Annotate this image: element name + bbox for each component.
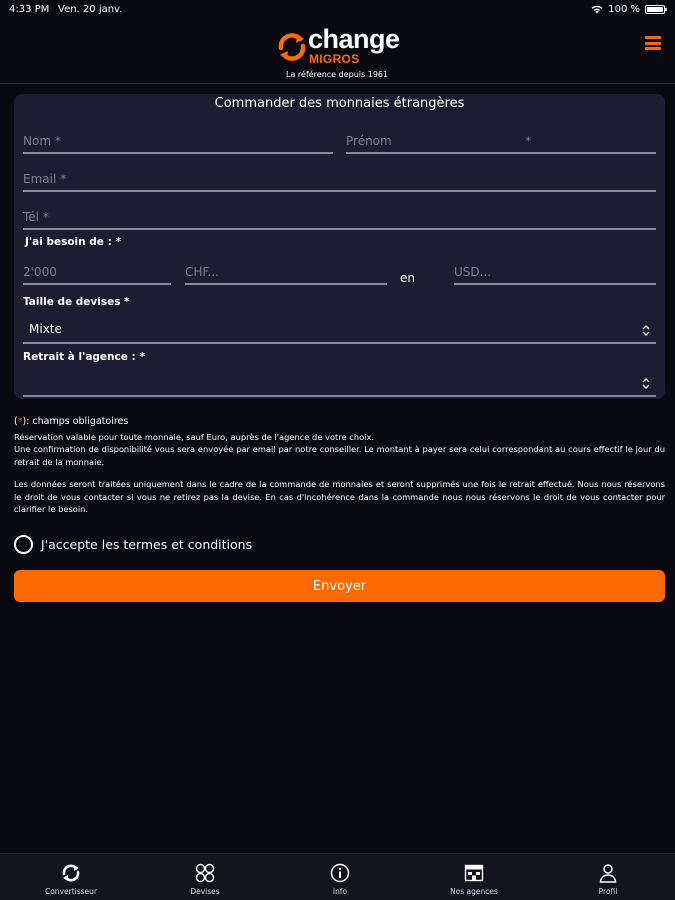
from-currency-field[interactable] [185,265,387,285]
prenom-field[interactable] [346,134,656,154]
hamburger-icon-bar [645,47,661,50]
tab-label: Profil [598,887,618,896]
nom-field[interactable] [23,134,333,154]
profile-icon [598,863,618,883]
status-date: Ven. 20 janv. [58,4,123,15]
tab-bar [0,853,675,900]
privacy-note: Les données seront traitées uniquement dans le cadre de la commande de monnaies et seront supprimés une fois le retrait effectué. Nous nous réservons le droit de vous contacter si vous ne retirez pas la devise. En cas d'incohérence dans la commande nous nous réservons le droit de vous contacter pour clarifier le besoin. [14,479,665,514]
size-label: Taille de devises * [23,296,130,308]
status-indicators [591,4,665,15]
status-time: 4:33 PM [9,4,50,15]
logo-word: change [308,24,400,54]
en-label: en [400,271,415,285]
wifi-icon [591,5,603,14]
to-currency-field[interactable] [454,265,656,285]
tab-label: Nos agences [450,887,498,896]
terms-label: J'accepte les termes et conditions [41,537,253,552]
size-select-value: Mixte [29,322,62,336]
form-title: Commander des monnaies étrangères [214,96,465,111]
select-chevrons-icon [642,378,650,389]
logo-tagline: La référence depuis 1961 [286,70,389,79]
tab-label: Info [332,887,348,896]
size-select[interactable] [23,322,656,344]
email-field[interactable] [23,172,656,192]
required-fields-note: (*): champs obligatoires [14,416,129,427]
hamburger-icon-bar [645,42,661,45]
order-form [14,94,665,399]
select-chevrons-icon [642,325,650,336]
amount-field[interactable] [23,265,171,285]
menu-button[interactable] [645,36,661,50]
terms-radio[interactable] [14,535,33,554]
reservation-note: Réservation valable pour toute monnaie, sauf Euro, auprès de l'agence de votre choix. Une confirmation de disponibilité vous sera envoyée par email par notre conseiller. Le montant à payer sera celui correspondant au cours effectif le jour du retrait de la monnaie. [14,431,665,467]
required-star: * [17,416,23,427]
logo-sub: MIGROS [309,52,360,66]
submit-button[interactable]: Envoyer [14,570,665,602]
agencies-icon [464,863,484,883]
tab-devises[interactable] [150,854,260,900]
tel-field[interactable] [23,210,656,230]
tab-profil[interactable] [553,854,663,900]
need-label: J'ai besoin de : * [25,236,121,248]
terms-checkbox[interactable] [14,535,252,554]
hamburger-icon-bar [645,36,661,39]
info-icon [330,863,350,883]
agency-label: Retrait à l'agence : * [23,351,145,363]
tab-convertisseur[interactable] [16,854,126,900]
change-migros-logo[interactable] [275,24,410,82]
tab-label: Convertisseur [44,887,97,896]
tab-info[interactable] [285,854,395,900]
convert-icon [61,863,81,883]
tab-label: Devises [190,887,220,896]
tab-nos-agences[interactable] [419,854,529,900]
app-header [0,20,675,84]
exchange-arrows-icon [276,31,308,63]
form-notes [14,416,665,516]
battery-percent: 100 % [608,4,640,15]
battery-icon [645,5,665,14]
currencies-icon [195,863,215,883]
status-bar [0,0,675,20]
agency-select[interactable] [23,375,656,397]
